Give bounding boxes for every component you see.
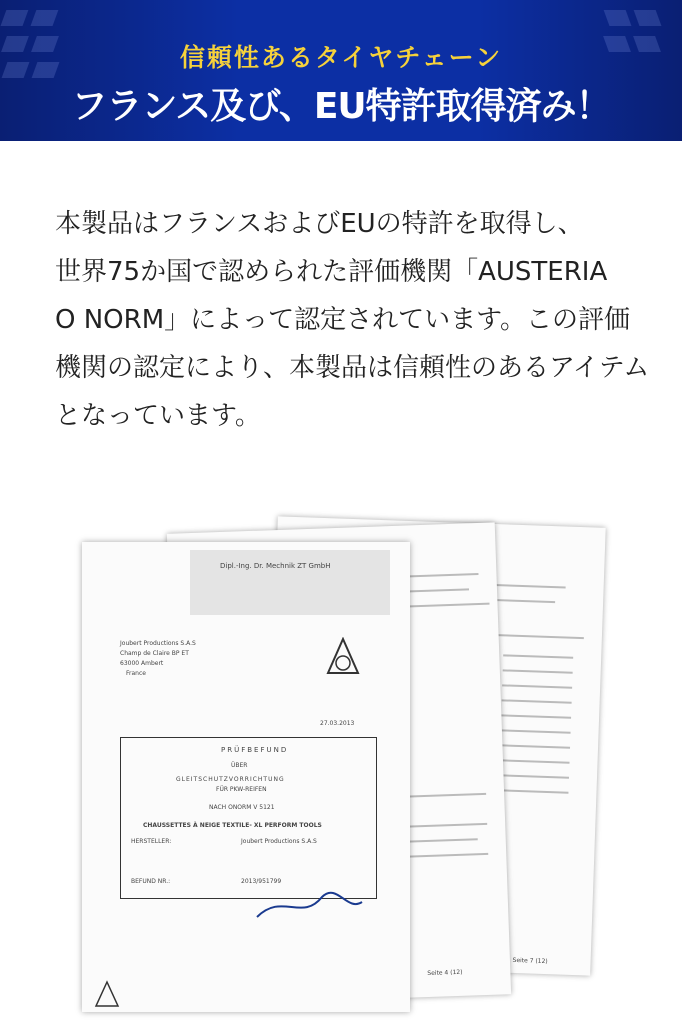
description-text [55,200,650,440]
api-small-logo-icon [94,980,120,1008]
befund-number: 2013/951799 [241,878,282,885]
header-banner [0,0,682,141]
befund-label: BEFUND NR.: [131,878,171,885]
description-line: 世界75か国で認められた評価機関「AUSTERIA [55,257,608,287]
hersteller-label: HERSTELLER: [131,838,172,845]
description-line: O NORM」によって認定されています。この評価 [55,305,631,335]
certificate-page-front [82,542,410,1012]
recipient-line: Champ de Claire BP ET [120,650,189,657]
page-number: Seite 7 (12) [512,956,548,966]
description-line: 機関の認定により、本製品は信頼性のあるアイテム [55,353,650,383]
certificate-norm: NACH ONORM V 5121 [209,804,275,811]
recipient-line: France [126,670,146,677]
signature-icon [252,882,372,932]
certificate-title-box [120,737,377,899]
certificate-product: CHAUSSETTES À NEIGE TEXTILE- XL PERFORM TOOLS [143,822,322,829]
banner-title: フランス及び、EU特許取得済み！ [71,86,611,127]
description-line: 本製品はフランスおよびEUの特許を取得し、 [55,209,584,239]
description-line: となっています。 [55,401,261,431]
certificate-over: ÜBER [231,762,248,769]
certificate-heading: PRÜFBEFUND [221,746,289,754]
hersteller-value: Joubert Productions S.A.S [241,838,317,845]
letterhead [190,550,390,615]
recipient-line: 63000 Ambert [120,660,164,667]
recipient-line: Joubert Productions S.A.S [120,640,196,647]
certificate-subject: GLEITSCHUTZVORRICHTUNG [176,776,285,783]
page-number: Seite 4 (12) [427,968,463,978]
certificate-subject: FÜR PKW-REIFEN [216,786,267,793]
banner-subtitle: 信頼性あるタイヤチェーン [179,43,503,72]
certificate-date: 27.03.2013 [320,720,355,727]
api-logo-icon [326,637,360,677]
certificate-documents [0,510,682,1024]
issuer-name: Dipl.-Ing. Dr. Mechnik ZT GmbH [220,562,331,570]
